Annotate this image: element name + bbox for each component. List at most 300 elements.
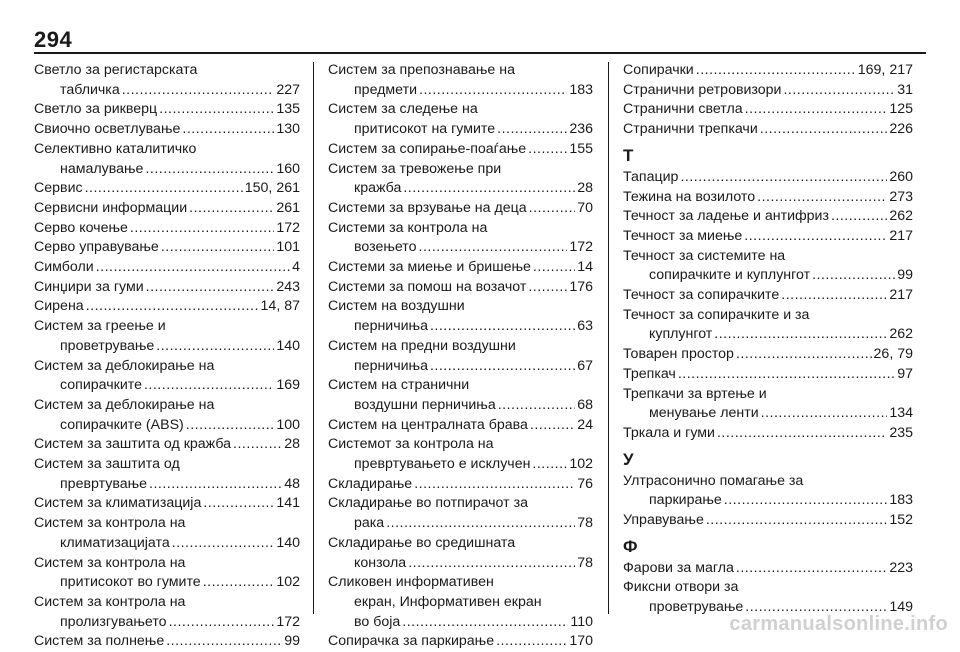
dot-leader — [744, 227, 887, 247]
index-entry-line — [34, 61, 300, 81]
dot-leader — [714, 325, 887, 345]
page-reference: 99 — [284, 633, 300, 650]
index-entry-line — [623, 578, 913, 598]
index-term: перничиња — [354, 357, 428, 374]
index-term: Сликовен информативен — [328, 574, 494, 591]
index-entry — [34, 258, 300, 278]
index-entry-line — [34, 278, 300, 298]
index-entry-line — [623, 120, 913, 140]
page-reference: 130 — [276, 121, 300, 138]
index-entry-line — [328, 416, 593, 436]
index-term: табличка — [60, 81, 120, 98]
page-reference: 223 — [889, 559, 913, 576]
index-entry-line — [623, 345, 913, 365]
index-term: Тежина на возилото — [623, 188, 756, 205]
index-term: климатизацијата — [60, 534, 170, 551]
index-term: Трепкач — [623, 365, 676, 382]
index-entry-line — [34, 120, 300, 140]
index-entry-line — [328, 494, 593, 514]
index-entry-line — [623, 286, 913, 306]
dot-leader — [145, 160, 274, 180]
dot-leader — [528, 278, 567, 298]
page-reference: 172 — [276, 219, 300, 236]
index-term: Складирање — [328, 475, 413, 492]
index-entry — [34, 199, 300, 219]
index-entry — [623, 207, 913, 227]
index-term: Светло за регистарската — [34, 62, 198, 78]
index-entry — [328, 258, 593, 278]
page-reference: 97 — [897, 365, 913, 382]
index-term: Систем за греење и — [34, 318, 166, 335]
index-entry-line — [328, 613, 593, 633]
index-entry-line — [623, 385, 913, 405]
dot-leader — [532, 455, 567, 475]
index-entry-line — [328, 199, 593, 219]
index-entry-line — [623, 511, 913, 531]
index-entry-line — [328, 435, 593, 455]
dot-leader — [402, 613, 568, 633]
index-term: Сервис — [34, 180, 83, 197]
dot-leader — [203, 494, 274, 514]
column-divider — [313, 62, 314, 614]
dot-leader — [149, 475, 282, 495]
index-entry — [328, 337, 593, 376]
index-entry-line — [328, 258, 593, 278]
index-entry — [328, 435, 593, 474]
index-term: Свиочно осветлување — [34, 121, 181, 138]
index-entry-line — [623, 247, 913, 267]
dot-leader — [85, 179, 243, 199]
index-term: Систем за контрола на — [34, 515, 186, 532]
index-entry-line — [34, 219, 300, 239]
dot-leader — [161, 238, 275, 258]
index-entry-line — [623, 168, 913, 188]
page-reference: 100 — [276, 416, 300, 433]
index-entry-line — [623, 365, 913, 385]
index-entry — [328, 297, 593, 336]
page-reference: 150, 261 — [244, 180, 300, 197]
index-entry-line — [34, 199, 300, 219]
index-entry-line — [34, 396, 300, 416]
dot-leader — [781, 286, 887, 306]
index-entry — [34, 554, 300, 593]
page-reference: 183 — [569, 81, 593, 98]
page-reference: 273 — [889, 188, 913, 205]
index-entry-line — [34, 435, 300, 455]
page-reference: 110 — [570, 613, 593, 630]
page-reference: 31 — [897, 81, 913, 98]
index-entry-line — [34, 514, 300, 534]
page-reference: 235 — [889, 424, 913, 441]
dot-leader — [430, 357, 575, 377]
index-term: Системи за помош на возачот — [328, 278, 527, 295]
page-reference: 141 — [276, 495, 300, 512]
index-term: Товарен простор — [623, 346, 734, 363]
index-entry-line — [623, 266, 913, 286]
dot-leader — [419, 81, 567, 101]
index-entry-line — [623, 61, 913, 81]
page-reference: 102 — [569, 456, 593, 473]
index-term: Систем за деблокирање на — [34, 357, 215, 374]
index-term: куплунгот — [649, 326, 713, 343]
index-term: возењето — [354, 239, 417, 256]
page-reference: 140 — [276, 534, 300, 551]
index-entry-line — [328, 396, 593, 416]
dot-leader — [497, 120, 567, 140]
page-reference: 140 — [276, 337, 300, 354]
index-entry-line — [623, 227, 913, 247]
dot-leader — [717, 424, 887, 444]
index-entry-line — [623, 207, 913, 227]
index-entry-line — [34, 140, 300, 160]
index-column-2 — [328, 61, 593, 652]
dot-leader — [736, 345, 872, 365]
dot-leader — [812, 266, 895, 286]
dot-leader — [144, 376, 274, 396]
index-term: Сопирачки — [623, 62, 694, 78]
page-reference: 176 — [569, 278, 593, 295]
index-entry — [623, 286, 913, 306]
index-term: во боја — [354, 613, 401, 630]
page-reference: 99 — [897, 267, 913, 284]
page-reference: 226 — [889, 121, 913, 138]
index-entry-line — [328, 357, 593, 377]
index-entry-line — [34, 258, 300, 278]
dot-leader — [146, 278, 275, 298]
index-entry-line — [34, 632, 300, 652]
index-term: Складирање во потпирачот за — [328, 495, 528, 512]
index-term: перничиња — [354, 318, 428, 335]
page-reference: 63 — [577, 318, 593, 335]
index-entry-line — [34, 455, 300, 475]
dot-leader — [761, 404, 888, 424]
dot-leader — [760, 120, 888, 140]
index-term: пролизгувањето — [60, 613, 167, 630]
page-number: 294 — [34, 27, 73, 52]
index-entry-line — [34, 593, 300, 613]
index-term: паркирање — [649, 492, 722, 509]
page-reference: 217 — [889, 227, 913, 244]
index-term: Систем на странични — [328, 377, 470, 394]
index-term: Систем на централната брава — [328, 416, 528, 433]
index-entry-line — [328, 61, 593, 81]
page-reference: 169 — [276, 377, 300, 394]
index-term: намалување — [60, 160, 144, 177]
page-reference: 227 — [276, 81, 300, 98]
index-term: Странични светла — [623, 101, 743, 118]
index-term: Системи за врзување на деца — [328, 199, 527, 216]
index-entry — [34, 593, 300, 632]
page-reference: 68 — [577, 396, 593, 413]
dot-leader — [122, 81, 275, 101]
index-entry — [34, 494, 300, 514]
index-term: Серво кочење — [34, 219, 128, 236]
page-reference: 78 — [577, 554, 593, 571]
page-reference: 4 — [292, 259, 300, 276]
dot-leader — [166, 632, 282, 652]
page-reference: 135 — [276, 101, 300, 118]
index-entry — [34, 61, 300, 100]
index-entry-line — [623, 100, 913, 120]
dot-leader — [696, 61, 856, 81]
index-term: притисокот во гумите — [60, 574, 201, 591]
page-reference: 261 — [276, 199, 300, 216]
index-term: Систем за контрола на — [34, 554, 186, 571]
dot-leader — [408, 554, 575, 574]
index-term: Систем за деблокирање на — [34, 396, 215, 413]
index-entry — [623, 559, 913, 579]
index-entry-line — [34, 376, 300, 396]
index-entry-line — [328, 100, 593, 120]
index-term: Управување — [623, 512, 704, 529]
index-term: предмети — [354, 81, 418, 98]
page-reference: 260 — [889, 168, 913, 185]
page-reference: 14, 87 — [260, 298, 300, 315]
column-divider — [608, 62, 609, 614]
index-entry-line — [34, 554, 300, 574]
dot-leader — [496, 632, 567, 652]
index-term: Сопирачка за паркирање — [328, 633, 495, 650]
index-entry — [34, 435, 300, 455]
index-entry — [328, 160, 593, 199]
section-letter: Т — [623, 145, 634, 165]
dot-leader — [530, 416, 575, 436]
index-term: Ултрасонично помагање за — [623, 472, 804, 489]
page-reference: 14 — [577, 259, 593, 276]
index-entry-line — [328, 573, 593, 593]
index-entry-line — [328, 534, 593, 554]
index-entry — [34, 219, 300, 239]
dot-leader — [783, 81, 895, 101]
index-term: Синџири за гуми — [34, 278, 144, 295]
index-entry-line — [328, 475, 593, 495]
index-term: воздушни перничиња — [354, 396, 496, 413]
index-entry-line — [623, 491, 913, 511]
page-reference: 125 — [889, 101, 913, 118]
index-entry-line — [328, 120, 593, 140]
index-term: екран, Информативен екран — [354, 593, 542, 610]
index-entry — [328, 632, 593, 652]
dot-leader — [386, 514, 575, 534]
index-entry — [328, 219, 593, 258]
dot-leader — [156, 337, 274, 357]
index-entry-line — [328, 297, 593, 317]
index-term: Течност за ладење и антифриз — [623, 208, 829, 225]
index-entry-line — [623, 81, 913, 101]
index-entry-line — [34, 179, 300, 199]
index-term: Тапацир — [623, 168, 679, 185]
index-term: Систем за заштита од кражба — [34, 436, 232, 453]
index-entry — [623, 511, 913, 531]
index-entry-line — [328, 160, 593, 180]
index-entry — [34, 140, 300, 179]
index-term: превртување — [60, 475, 148, 492]
index-entry-line — [34, 297, 300, 317]
page-reference: 76 — [577, 475, 593, 492]
dot-leader — [414, 475, 575, 495]
index-entry — [328, 494, 593, 533]
page-reference: 78 — [577, 515, 593, 532]
index-term: Систем за следење на — [328, 101, 478, 118]
index-entry-line — [34, 357, 300, 377]
index-entry-line — [328, 238, 593, 258]
index-entry-line — [34, 317, 300, 337]
index-entry-line — [328, 81, 593, 101]
index-entry — [623, 306, 913, 345]
dot-leader — [172, 534, 275, 554]
index-term: Систем за препознавање на — [328, 62, 515, 78]
index-entry — [328, 140, 593, 160]
page-reference: 28 — [284, 436, 300, 453]
index-entry-line — [34, 494, 300, 514]
index-entry-line — [623, 472, 913, 492]
page-reference: 169, 217 — [857, 62, 913, 78]
page-reference: 134 — [889, 405, 913, 422]
index-term: Систем на предни воздушни — [328, 337, 516, 354]
index-entry — [34, 179, 300, 199]
index-term: конзола — [354, 554, 407, 571]
index-entry-line — [328, 455, 593, 475]
page-reference: 170 — [569, 633, 593, 650]
section-letter: Ф — [623, 536, 638, 556]
index-entry — [328, 100, 593, 139]
dot-leader — [498, 396, 576, 416]
page-reference: 243 — [276, 278, 300, 295]
index-entry-line — [34, 337, 300, 357]
index-entry-line — [34, 238, 300, 258]
dot-leader — [159, 100, 274, 120]
index-entry — [623, 365, 913, 385]
index-entry-line — [34, 81, 300, 101]
section-letter: У — [623, 449, 634, 469]
index-entry — [34, 514, 300, 553]
page-reference: 102 — [276, 574, 300, 591]
index-term: сопирачките — [60, 377, 142, 394]
index-entry-line — [623, 325, 913, 345]
index-term: Систем за контрола на — [34, 593, 186, 610]
page-reference: 155 — [569, 140, 593, 157]
index-entry-line — [328, 278, 593, 298]
index-entry-line — [623, 306, 913, 326]
index-entry — [34, 357, 300, 396]
index-term: Течност за системите на — [623, 247, 786, 264]
index-term: рака — [354, 515, 385, 532]
index-entry — [623, 227, 913, 247]
index-entry-line — [328, 632, 593, 652]
index-term: сопирачките и куплунгот — [649, 267, 811, 284]
dot-leader — [86, 297, 259, 317]
index-entry — [623, 247, 913, 286]
index-entry — [623, 100, 913, 120]
index-term: Систем за тревожење при — [328, 160, 502, 177]
index-entry — [328, 416, 593, 436]
index-entry — [34, 120, 300, 140]
index-entry — [623, 188, 913, 208]
index-term: Сервисни информации — [34, 199, 188, 216]
page-reference: 149 — [889, 599, 913, 616]
index-term: Систем за полнење — [34, 633, 165, 650]
page-reference: 48 — [284, 475, 300, 492]
index-term: Системи за миење и бришење — [328, 259, 531, 276]
index-entry — [328, 199, 593, 219]
index-entry — [328, 376, 593, 415]
index-column-3 — [623, 61, 913, 618]
dot-leader — [96, 258, 290, 278]
dot-leader — [233, 435, 282, 455]
dot-leader — [724, 491, 888, 511]
dot-leader — [706, 511, 887, 531]
index-entry — [623, 61, 913, 81]
index-entry — [34, 100, 300, 120]
dot-leader — [203, 573, 275, 593]
page-reference: 67 — [577, 357, 593, 374]
index-term: Селективно каталитичко — [34, 140, 197, 157]
index-term: менување ленти — [649, 405, 759, 422]
page-reference: 262 — [889, 326, 913, 343]
index-entry — [328, 61, 593, 100]
dot-leader — [182, 120, 274, 140]
index-entry-line — [328, 140, 593, 160]
dot-leader — [745, 100, 888, 120]
header-rule — [34, 52, 926, 54]
index-entry — [34, 317, 300, 356]
index-term: Тркала и гуми — [623, 424, 715, 441]
index-entry — [34, 297, 300, 317]
index-entry — [34, 455, 300, 494]
page-reference: 262 — [889, 208, 913, 225]
index-term: Серво управување — [34, 239, 159, 256]
index-term: Фиксни отвори за — [623, 579, 739, 596]
page-reference: 217 — [889, 287, 913, 304]
index-term: кражба — [354, 180, 402, 197]
dot-leader — [419, 238, 568, 258]
dot-leader — [757, 188, 887, 208]
index-term: Течност за миење — [623, 227, 743, 244]
index-entry-line — [623, 404, 913, 424]
index-column-1 — [34, 61, 300, 652]
index-entry — [328, 475, 593, 495]
index-entry-line — [34, 416, 300, 436]
index-entry — [623, 168, 913, 188]
page-reference: 152 — [889, 512, 913, 529]
index-entry-line — [623, 188, 913, 208]
page-reference: 236 — [569, 121, 593, 138]
index-entry-line — [328, 337, 593, 357]
index-entry — [623, 81, 913, 101]
dot-leader — [529, 199, 576, 219]
index-entry — [623, 345, 913, 365]
index-term: Светло за рикверц — [34, 101, 158, 118]
index-entry — [328, 534, 593, 573]
index-term: Систем на воздушни — [328, 298, 465, 315]
index-entry — [34, 396, 300, 435]
dot-leader — [130, 219, 274, 239]
index-term: Течност за сопирачките — [623, 287, 780, 304]
page-reference: 172 — [276, 613, 300, 630]
page-reference: 24 — [577, 416, 593, 433]
index-entry-line — [34, 613, 300, 633]
dot-leader — [528, 140, 567, 160]
index-entry — [328, 573, 593, 632]
index-entry — [623, 385, 913, 424]
watermark: carmanualsonline.info — [729, 613, 948, 635]
page-reference: 101 — [276, 239, 300, 256]
dot-leader — [430, 317, 575, 337]
page-reference: 28 — [577, 180, 593, 197]
index-term: Фарови за магла — [623, 559, 734, 576]
index-entry — [328, 278, 593, 298]
index-term: проветрување — [60, 337, 155, 354]
